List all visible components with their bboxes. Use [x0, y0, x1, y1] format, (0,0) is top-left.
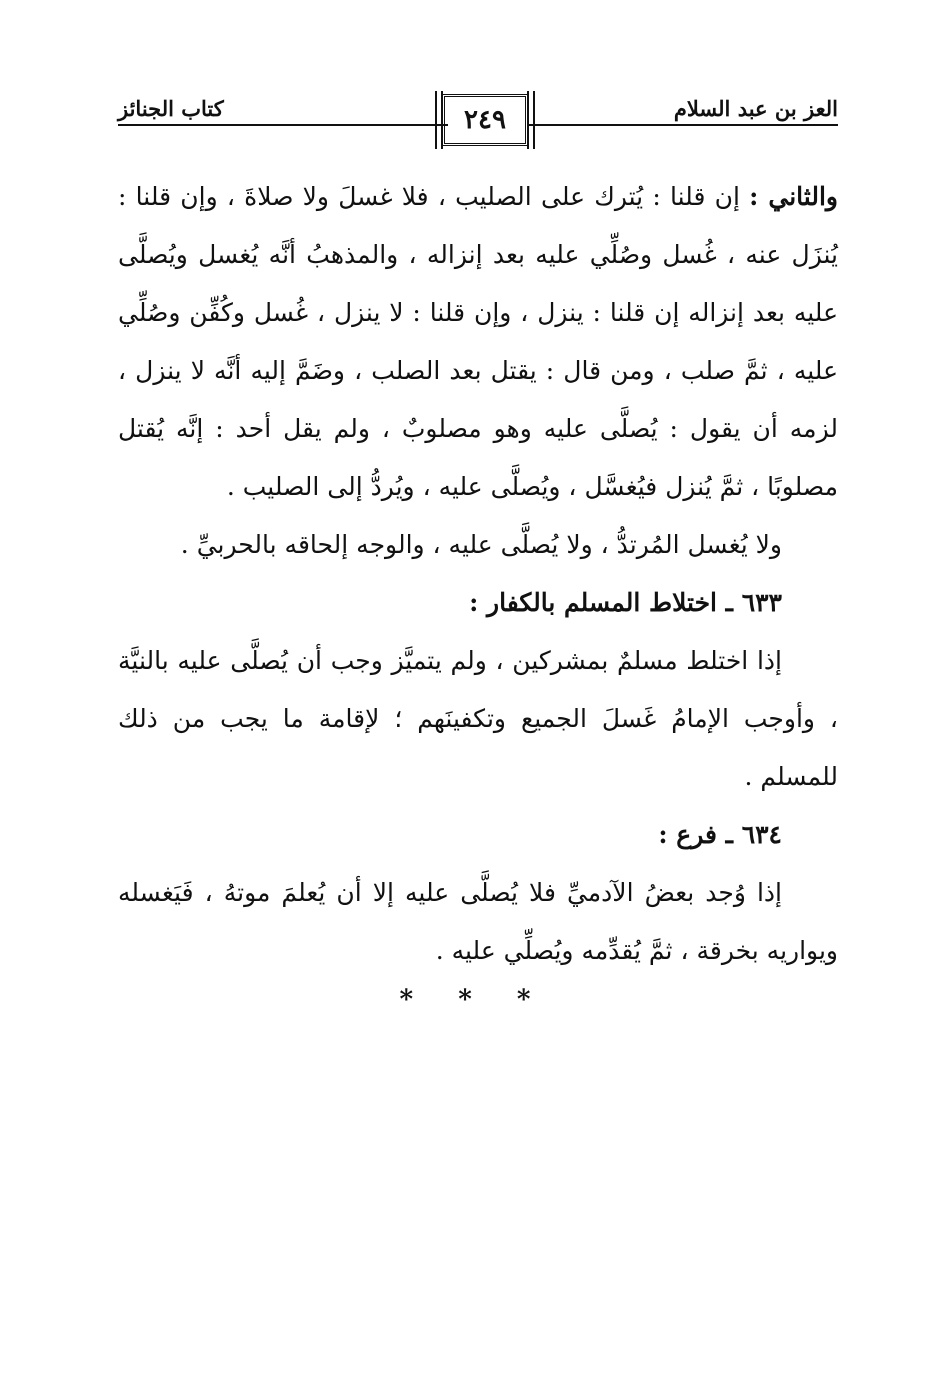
book-section-running-head: كتاب الجنائز: [118, 96, 224, 121]
author-running-head: العز بن عبد السلام: [673, 96, 838, 121]
paragraph-lead: والثاني :: [749, 182, 838, 211]
header-rule-left: [118, 124, 448, 126]
end-ornament: * * *: [399, 985, 549, 1015]
paragraph-second-opinion: [118, 168, 838, 516]
header-rule-right: [508, 124, 838, 126]
section-text-633: إذا اختلط مسلمٌ بمشركين ، ولم يتميَّز وجب أن يُصلَّى عليه بالنيَّة ، وأوجب الإمامُ غَسلَ الجميع وتكفينَهم ؛ لإقامة ما يجب من ذلك للمسلم .: [118, 646, 838, 791]
paragraph-apostate: ولا يُغسل المُرتدُّ ، ولا يُصلَّى عليه ، والوجه إلحاقه بالحربيِّ .: [180, 530, 782, 559]
page-number: ٢٤٩: [464, 105, 506, 135]
paragraph-text: إن قلنا : يُترك على الصليب ، فلا غسلَ ولا صلاةَ ، وإن قلنا : يُنزَل عنه ، غُسل وصُلِّي عليه بعد إنزاله ، والمذهبُ أنَّه يُغسل ويُصلَّى عليه بعد إنزاله إن قلنا : ينزل ، وإن قلنا : لا ينزل ، غُسل وكُفِّن وصُلِّي عليه ، ثمَّ صلب ، ومن قال : يقتل بعد الصلب ، وضَمَّ إليه أنَّه لا ينزل ، لزمه أن يقول : يُصلَّى عليه وهو مصلوبٌ ، ولم يقل أحد : إنَّه يُقتل مصلوبًا ، ثمَّ يُنزل فيُغسَّل ، ويُصلَّى عليه ، ويُردُّ إلى الصليب .: [118, 182, 838, 501]
section-text-634: إذا وُجد بعضُ الآدميِّ فلا يُصلَّى عليه إلا أن يُعلمَ موتهُ ، فَيَغسله ويواريه بخرقة ، ثمَّ يُقدِّمه ويُصلِّي عليه .: [118, 878, 838, 965]
page-number-frame: [442, 94, 528, 146]
section-heading-634: ٦٣٤ ـ فرع :: [658, 820, 782, 849]
section-heading-633: ٦٣٣ ـ اختلاط المسلم بالكفار :: [469, 588, 782, 617]
page-body: [118, 168, 838, 980]
page-header: [118, 88, 838, 158]
